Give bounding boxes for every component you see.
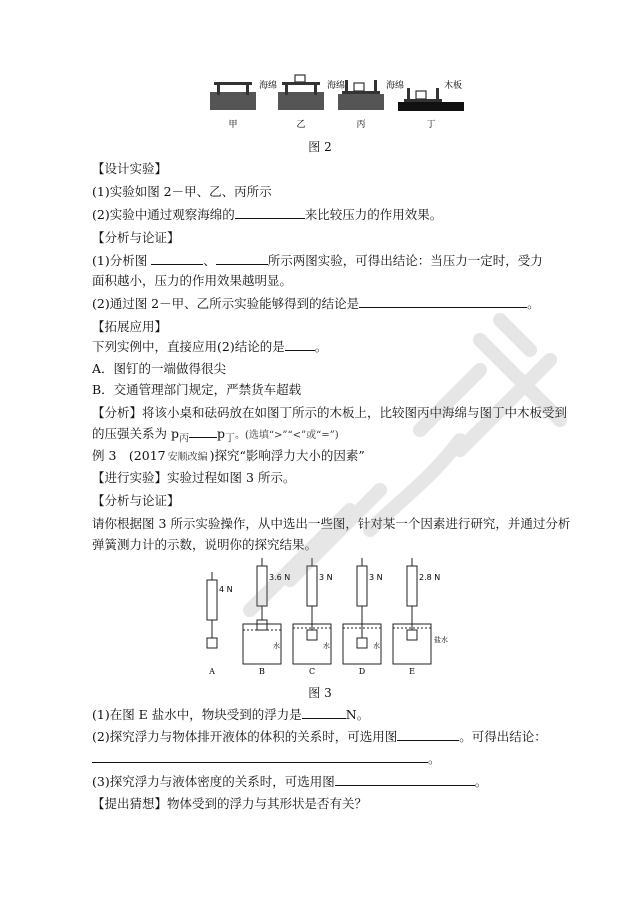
text: p bbox=[216, 426, 225, 441]
label-sponge-2: 海绵 bbox=[327, 81, 346, 91]
answer-blank bbox=[285, 338, 315, 351]
answer-blank bbox=[335, 773, 475, 786]
text: 、 bbox=[203, 253, 216, 268]
analysis-note: 【分析】将该小桌和砝码放在如图丁所示的木板上，比较图丙中海绵与图丁中木板受到 bbox=[92, 405, 568, 420]
text: 。 bbox=[474, 774, 488, 789]
text: (2)实验中通过观察海绵的 bbox=[92, 207, 235, 222]
svg-text:水: 水 bbox=[323, 642, 330, 650]
answer-blank bbox=[189, 425, 217, 438]
svg-text:2.8 N: 2.8 N bbox=[419, 573, 441, 582]
section-analysis: 【分析与论证】 bbox=[92, 230, 180, 245]
section-design: 【设计实验】 bbox=[92, 161, 168, 176]
figure-3-buoyancy-experiment bbox=[195, 558, 465, 678]
answer-blank bbox=[151, 252, 203, 265]
design-step-1: (1)实验如图 2－甲、乙、丙所示 bbox=[92, 184, 272, 199]
figure-3-caption: 图 3 bbox=[308, 686, 332, 700]
application-question bbox=[92, 338, 327, 356]
answer-blank bbox=[92, 750, 428, 763]
svg-text:C: C bbox=[308, 667, 316, 676]
scale-a bbox=[207, 572, 233, 676]
text: (3)探究浮力与液体密度的关系时，可选用图 bbox=[92, 774, 335, 789]
text: 的压强关系为 p bbox=[92, 426, 179, 441]
sub-jia: 甲 bbox=[228, 120, 238, 130]
svg-text:D: D bbox=[358, 667, 366, 676]
text: N。 bbox=[345, 707, 370, 722]
section-experiment: 【进行实验】实验过程如图 3 所示。 bbox=[92, 470, 296, 485]
svg-text:水: 水 bbox=[373, 642, 380, 650]
scale-c bbox=[293, 558, 333, 676]
scale-d bbox=[343, 558, 383, 676]
answer-blank bbox=[216, 252, 268, 265]
text: (1)分析图 bbox=[92, 253, 148, 268]
text: )探究“影响浮力大小的因素” bbox=[209, 448, 365, 463]
svg-text:3 N: 3 N bbox=[369, 573, 383, 582]
design-step-2 bbox=[92, 206, 442, 224]
subscript: 丙 bbox=[178, 433, 189, 445]
figure-2-sponge-experiment bbox=[200, 72, 470, 134]
question-2 bbox=[92, 728, 547, 746]
sponge-yi bbox=[278, 92, 324, 110]
figure-2-caption: 图 2 bbox=[308, 140, 332, 154]
text: (2)探究浮力与物体排开液体的体积的关系时，可选用图 bbox=[92, 729, 398, 744]
wood-board bbox=[398, 102, 464, 111]
text: 。 bbox=[314, 339, 328, 354]
text: 所示两图实验，可得出结论：当压力一定时，受力 bbox=[267, 253, 543, 268]
hypothesis: 【提出猜想】物体受到的浮力与其形状是否有关？ bbox=[92, 796, 368, 811]
question-1 bbox=[92, 706, 369, 724]
option-b: B．交通管理部门规定，严禁货车超载 bbox=[92, 382, 302, 397]
text: 例 3 (2017 bbox=[92, 448, 166, 463]
text: 下列实例中，直接应用(2)结论的是 bbox=[92, 339, 285, 354]
scale-b bbox=[243, 558, 290, 676]
svg-text:4 N: 4 N bbox=[219, 585, 233, 594]
svg-text:盐水: 盐水 bbox=[434, 636, 448, 644]
sub-yi: 乙 bbox=[296, 120, 306, 130]
analysis-1 bbox=[92, 252, 543, 270]
svg-text:E: E bbox=[409, 667, 415, 676]
label-board: 木板 bbox=[444, 81, 463, 91]
sponge-bing bbox=[338, 94, 384, 110]
answer-blank bbox=[302, 706, 346, 719]
answer-blank bbox=[359, 295, 527, 308]
svg-text:3 N: 3 N bbox=[319, 573, 333, 582]
text: (1)在图 E 盐水中，物块受到的浮力是 bbox=[92, 707, 302, 722]
text: 来比较压力的作用效果。 bbox=[304, 207, 443, 222]
label-sponge-3: 海绵 bbox=[386, 81, 405, 91]
pressure-compare bbox=[92, 425, 339, 449]
svg-text:A: A bbox=[209, 667, 215, 676]
sub-bing: 丙 bbox=[356, 120, 366, 130]
text: (2)通过图 2－甲、乙所示实验能够得到的结论是 bbox=[92, 296, 360, 311]
scale-e bbox=[393, 558, 448, 676]
svg-text:B: B bbox=[259, 667, 265, 676]
instruction-2: 弹簧测力计的示数，说明你的探究结果。 bbox=[92, 537, 318, 552]
text: 。 bbox=[428, 751, 441, 766]
example-3-heading bbox=[92, 447, 365, 467]
text: 。 bbox=[527, 296, 540, 311]
question-3 bbox=[92, 773, 487, 791]
subscript: 丁 bbox=[225, 433, 235, 445]
instruction-1: 请你根据图 3 所示实验操作，从中选出一些图，针对某一个因素进行研究，并通过分析 bbox=[92, 516, 571, 531]
question-2-cont bbox=[92, 750, 441, 768]
answer-blank bbox=[235, 206, 305, 219]
analysis-2 bbox=[92, 295, 540, 313]
text: 安顺改编 bbox=[167, 452, 208, 463]
option-a: A．图钉的一端做得很尖 bbox=[92, 361, 227, 376]
section-application: 【拓展应用】 bbox=[92, 319, 168, 334]
answer-blank bbox=[397, 728, 459, 741]
sponge-jia bbox=[210, 92, 256, 110]
label-sponge-1: 海绵 bbox=[259, 81, 278, 91]
section-analysis-2: 【分析与论证】 bbox=[92, 493, 180, 508]
svg-text:水: 水 bbox=[273, 642, 280, 650]
text: 。(选填“>”“<”或“=”) bbox=[235, 430, 339, 441]
analysis-1-cont: 面积越小，压力的作用效果越明显。 bbox=[92, 273, 293, 288]
sub-ding: 丁 bbox=[426, 120, 436, 130]
text: 。可得出结论： bbox=[459, 729, 547, 744]
svg-text:3.6 N: 3.6 N bbox=[269, 573, 291, 582]
